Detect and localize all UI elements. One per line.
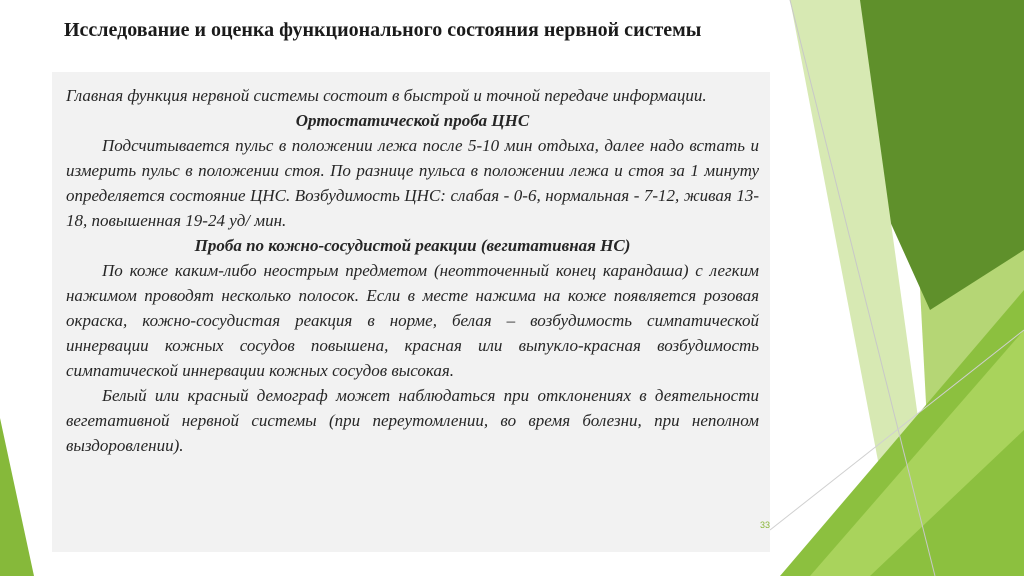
orthostatic-test-text: Подсчитывается пульс в положении лежа после 5-10 мин отдыха, далее надо встать и измерить пульс в положении стоя. По разнице пульса в положении лежа и стоя за 1 минуту определяется состояние ЦНС. Возбудимость ЦНС: слабая - 0-6, нормальная - 7-12, живая 13-18, повышенная 19-24 уд/ мин.: [66, 136, 759, 230]
green-shape-left-bar: [0, 418, 34, 576]
orthostatic-test-heading: Ортостатической проба ЦНС: [295, 111, 530, 130]
intro-text: Главная функция нервной системы состоит в быстрой и точной передаче информации.: [66, 86, 707, 105]
skin-vascular-test-text: По коже каким-либо неострым предметом (неотточенный конец карандаша) с легким нажимом проводят несколько полосок. Если в месте нажима на коже появляется розовая окраска, кожно-сосудистая реакция в норме, белая – возбудимость симпатической иннервации кожных сосудов повышена, красная или выпукло-красная возбудимость симпатической иннервации кожных сосудов высокая.: [66, 261, 759, 380]
slide-title: Исследование и оценка функционального состояния нервной системы: [64, 19, 702, 41]
slide-content: [66, 83, 759, 458]
skin-vascular-test-heading: Проба по кожно-сосудистой реакции (вегитативная НС): [194, 236, 631, 255]
page-number: 33: [760, 520, 771, 530]
dermographism-text: Белый или красный демограф может наблюдаться при отклонениях в деятельности вегетативной нервной системы (при переутомлении, во время болезни, при неполном выздоровлении).: [66, 386, 759, 455]
